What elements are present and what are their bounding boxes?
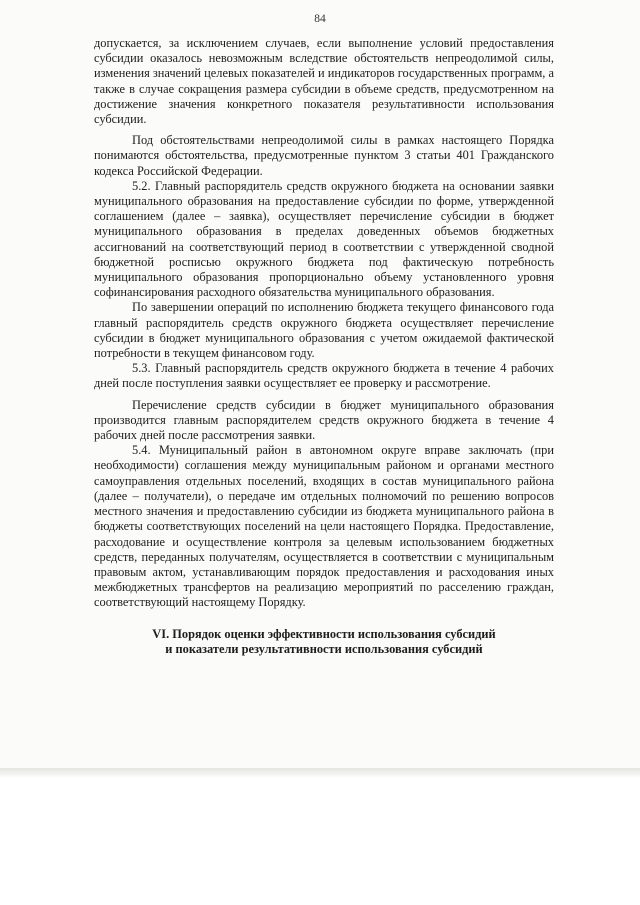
paragraph-continuation: допускается, за исключением случаев, если выполнение условий предоставления субсидии оказалось невозможным вследствие обстоятельств непреодолимой силы, изменения значений целевых показателей и индикаторов государственных программ, а также в случае сокращения размера субсидии в объеме средств, предусмотренном на достижение значения конкретного показателя результативности использования субсидии.: [94, 36, 554, 127]
scan-edge-shadow: [0, 770, 640, 778]
paragraph-5-2: 5.2. Главный распорядитель средств окружного бюджета на основании заявки муниципального образования на предоставление субсидии по форме, утвержденной соглашением (далее – заявка), осуществляет перечисление субсидии в бюджет муниципального образования в пределах доведенных объемов бюджетных ассигнований на соответствующий период в соответствии с утвержденной сводной бюджетной росписью окружного бюджета под фактическую потребность муниципального образования пропорционально объему установленного уровня софинансирования расходного обязательства муниципального образования.: [94, 178, 554, 300]
paragraph-force-majeure: Под обстоятельствами непреодолимой силы в рамках настоящего Порядка понимаются обстоятельства, предусмотренные пунктом 3 статьи 401 Гражданского кодекса Российской Федерации.: [94, 133, 554, 178]
paragraph-5-4: 5.4. Муниципальный район в автономном округе вправе заключать (при необходимости) соглашения между муниципальным районом и органами местного самоуправления отдельных поселений, входящих в состав муниципального района (далее – получатели), о передаче им отдельных полномочий по решению вопросов местного значения и предоставлению субсидии из бюджета муниципального района в бюджеты соответствующих поселений на цели настоящего Порядка. Предоставление, расходование и осуществление контроля за целевым использованием бюджетных средств, переданных получателям, осуществляется в соответствии с муниципальным правовым актом, устанавливающим порядок предоставления и расходования иных межбюджетных трансфертов на реализацию мероприятий по расселению граждан, соответствующий настоящему Порядку.: [94, 443, 554, 610]
paragraph-year-end-transfer: По завершении операций по исполнению бюджета текущего финансового года главный распорядитель средств окружного бюджета осуществляет перечисление субсидии в бюджет муниципального образования с учетом ожидаемой фактической потребности в текущем финансовом году.: [94, 300, 554, 361]
section-heading-line-1: VI. Порядок оценки эффективности использования субсидий: [152, 626, 496, 641]
page-number: 84: [314, 13, 326, 25]
paragraph-transfer-timing: Перечисление средств субсидии в бюджет муниципального образования производится главным распорядителем средств окружного бюджета в течение 4 рабочих дней после рассмотрения заявки.: [94, 397, 554, 443]
section-heading-line-2: и показатели результативности использования субсидий: [165, 642, 483, 657]
document-body: [94, 36, 554, 658]
section-heading: [94, 627, 554, 658]
paragraph-5-3: 5.3. Главный распорядитель средств окружного бюджета в течение 4 рабочих дней после поступления заявки осуществляет ее проверку и рассмотрение.: [94, 361, 554, 391]
